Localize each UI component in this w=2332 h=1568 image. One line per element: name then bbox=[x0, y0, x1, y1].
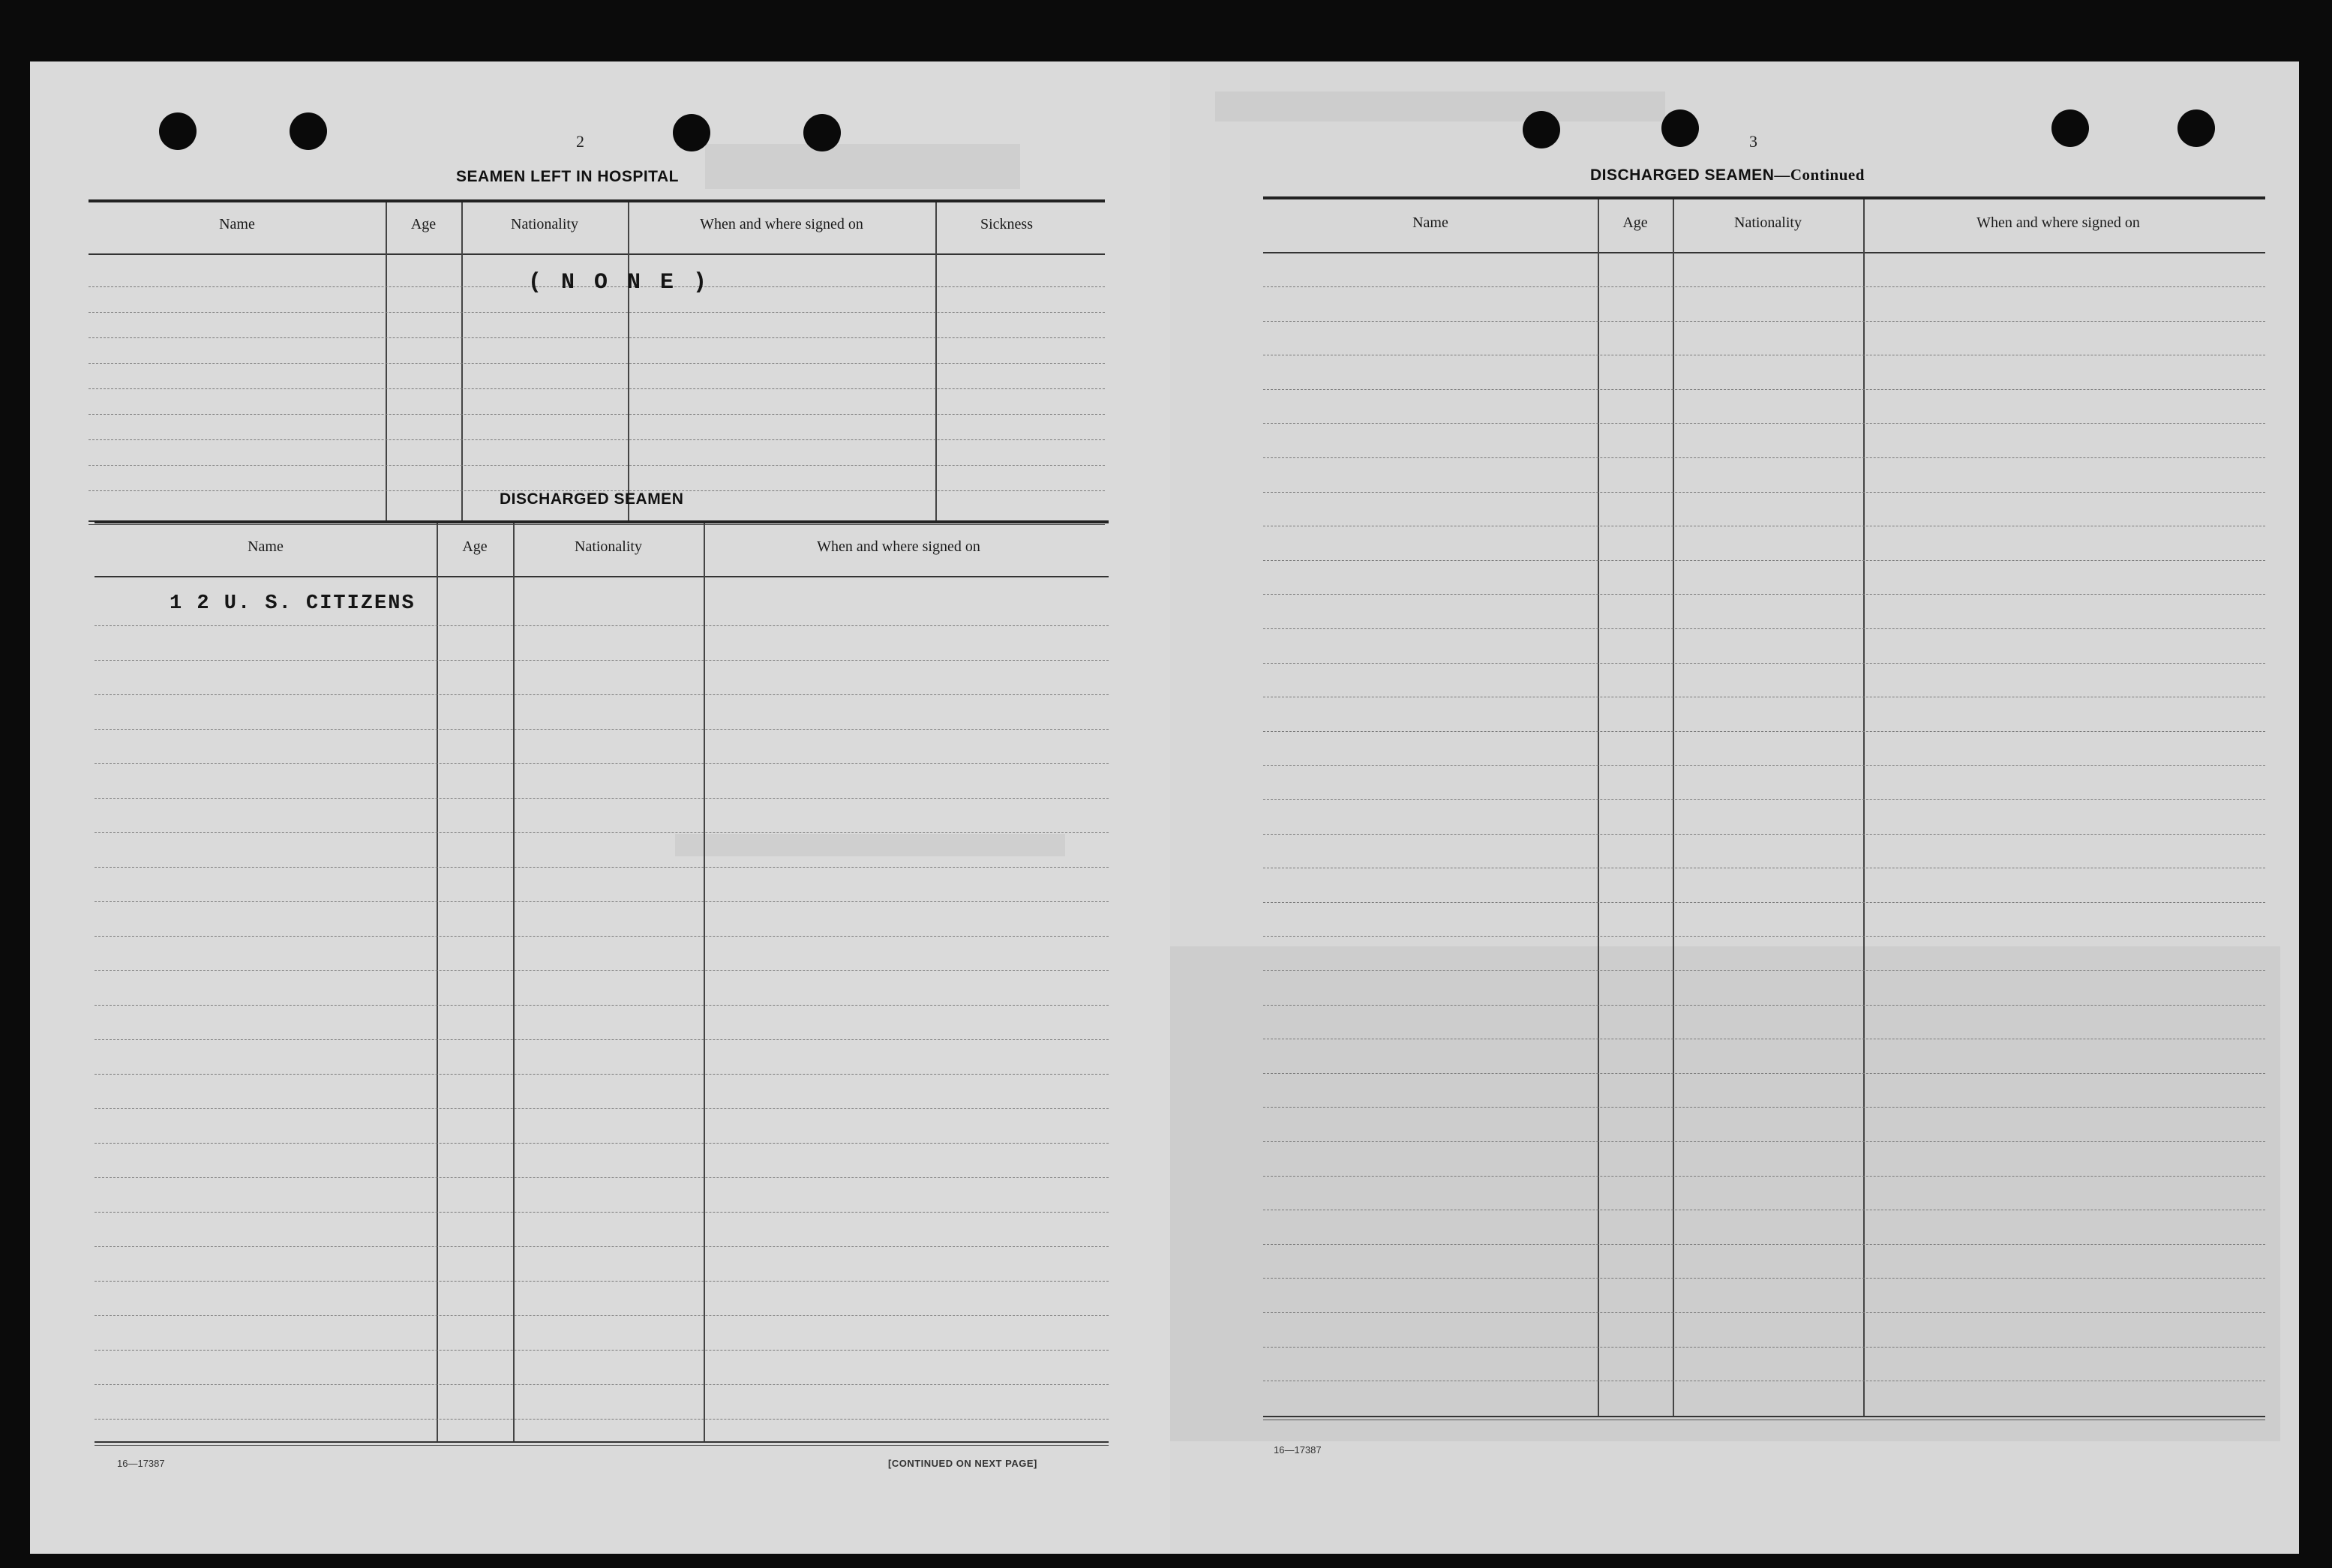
ruled-line bbox=[1263, 936, 2265, 937]
ruled-line bbox=[95, 694, 1109, 695]
ruled-line bbox=[1263, 1278, 2265, 1279]
title-main: DISCHARGED SEAMEN bbox=[1590, 166, 1775, 184]
ruled-line bbox=[95, 625, 1109, 626]
bleed-through-text bbox=[1215, 91, 1665, 121]
ruled-line bbox=[1263, 286, 2265, 287]
ruled-line bbox=[1263, 1141, 2265, 1142]
discharged-table bbox=[95, 520, 1109, 1450]
ruled-line bbox=[95, 1074, 1109, 1075]
title-continued: —Continued bbox=[1774, 166, 1865, 184]
discharged-section-title: DISCHARGED SEAMEN bbox=[500, 490, 684, 508]
bleed-through-text bbox=[705, 144, 1020, 189]
hospital-table bbox=[89, 199, 1105, 533]
column-header-nationality: Nationality bbox=[1734, 214, 1802, 231]
ruled-line bbox=[95, 660, 1109, 661]
punch-hole bbox=[803, 114, 841, 151]
form-code: 16—17387 bbox=[1274, 1444, 1322, 1456]
ruled-line bbox=[95, 1039, 1109, 1040]
punch-hole bbox=[290, 112, 327, 150]
hospital-entry-none: ( N O N E ) bbox=[528, 270, 710, 295]
ruled-line bbox=[95, 1350, 1109, 1351]
ruled-line bbox=[1263, 628, 2265, 629]
column-header-name: Name bbox=[1412, 214, 1448, 231]
ruled-line bbox=[1263, 799, 2265, 800]
ruled-line bbox=[1263, 765, 2265, 766]
ruled-line bbox=[95, 763, 1109, 764]
column-header-age: Age bbox=[410, 216, 437, 232]
discharged-continued-title bbox=[1590, 166, 1865, 184]
ruled-line bbox=[1263, 321, 2265, 322]
form-code: 16—17387 bbox=[117, 1458, 165, 1469]
column-header-age: Age bbox=[462, 538, 488, 555]
discharged-entry-citizens: 1 2 U. S. CITIZENS bbox=[170, 592, 416, 615]
ruled-line bbox=[1263, 1073, 2265, 1074]
ruled-line bbox=[95, 867, 1109, 868]
column-header-nationality: Nationality bbox=[511, 216, 578, 232]
ruled-line bbox=[1263, 902, 2265, 903]
ruled-line bbox=[95, 1177, 1109, 1178]
ruled-line bbox=[1263, 457, 2265, 458]
ruled-line bbox=[1263, 1244, 2265, 1245]
punch-hole bbox=[1661, 109, 1699, 147]
ruled-line bbox=[1263, 731, 2265, 732]
ruled-line bbox=[95, 970, 1109, 971]
column-header-sickness: Sickness bbox=[980, 216, 1033, 232]
ruled-line bbox=[95, 936, 1109, 937]
page-number: 3 bbox=[1749, 132, 1757, 151]
ruled-line bbox=[1263, 423, 2265, 424]
column-header-age: Age bbox=[1622, 214, 1648, 231]
ruled-line bbox=[95, 1315, 1109, 1316]
right-page bbox=[1170, 61, 2299, 1554]
ruled-line bbox=[1263, 492, 2265, 493]
hospital-section-title: SEAMEN LEFT IN HOSPITAL bbox=[456, 168, 679, 185]
ruled-line bbox=[1263, 1176, 2265, 1177]
column-header-signed-on: When and where signed on bbox=[1976, 214, 2140, 231]
ruled-line bbox=[1263, 663, 2265, 664]
ruled-line bbox=[95, 1108, 1109, 1109]
punch-hole bbox=[673, 114, 710, 151]
left-page bbox=[30, 61, 1170, 1554]
ruled-line bbox=[95, 901, 1109, 902]
ruled-line bbox=[1263, 560, 2265, 561]
document-sheet bbox=[30, 61, 2299, 1554]
punch-hole bbox=[2051, 109, 2089, 147]
ruled-line bbox=[1263, 594, 2265, 595]
discharged-continued-table bbox=[1263, 196, 2265, 1426]
ruled-line bbox=[1263, 1107, 2265, 1108]
column-header-signed-on: When and where signed on bbox=[817, 538, 980, 555]
punch-hole bbox=[2177, 109, 2215, 147]
ruled-line bbox=[1263, 1312, 2265, 1313]
ruled-line bbox=[1263, 1347, 2265, 1348]
ruled-line bbox=[1263, 970, 2265, 971]
ruled-line bbox=[95, 798, 1109, 799]
column-header-signed-on: When and where signed on bbox=[700, 216, 863, 232]
ruled-line bbox=[95, 1246, 1109, 1247]
ruled-line bbox=[95, 729, 1109, 730]
ruled-line bbox=[95, 1281, 1109, 1282]
ruled-line bbox=[1263, 1005, 2265, 1006]
punch-hole bbox=[1523, 111, 1560, 148]
column-header-name: Name bbox=[219, 216, 255, 232]
column-header-name: Name bbox=[248, 538, 284, 555]
ruled-line bbox=[95, 1212, 1109, 1213]
ruled-line bbox=[95, 832, 1109, 833]
ruled-line bbox=[95, 1419, 1109, 1420]
continued-note: [CONTINUED ON NEXT PAGE] bbox=[888, 1458, 1037, 1469]
ruled-line bbox=[1263, 834, 2265, 835]
punch-hole bbox=[159, 112, 197, 150]
ruled-line bbox=[95, 1005, 1109, 1006]
ruled-line bbox=[1263, 389, 2265, 390]
page-number: 2 bbox=[576, 132, 584, 151]
ruled-line bbox=[95, 1143, 1109, 1144]
ruled-line bbox=[95, 1384, 1109, 1385]
column-header-nationality: Nationality bbox=[575, 538, 642, 555]
